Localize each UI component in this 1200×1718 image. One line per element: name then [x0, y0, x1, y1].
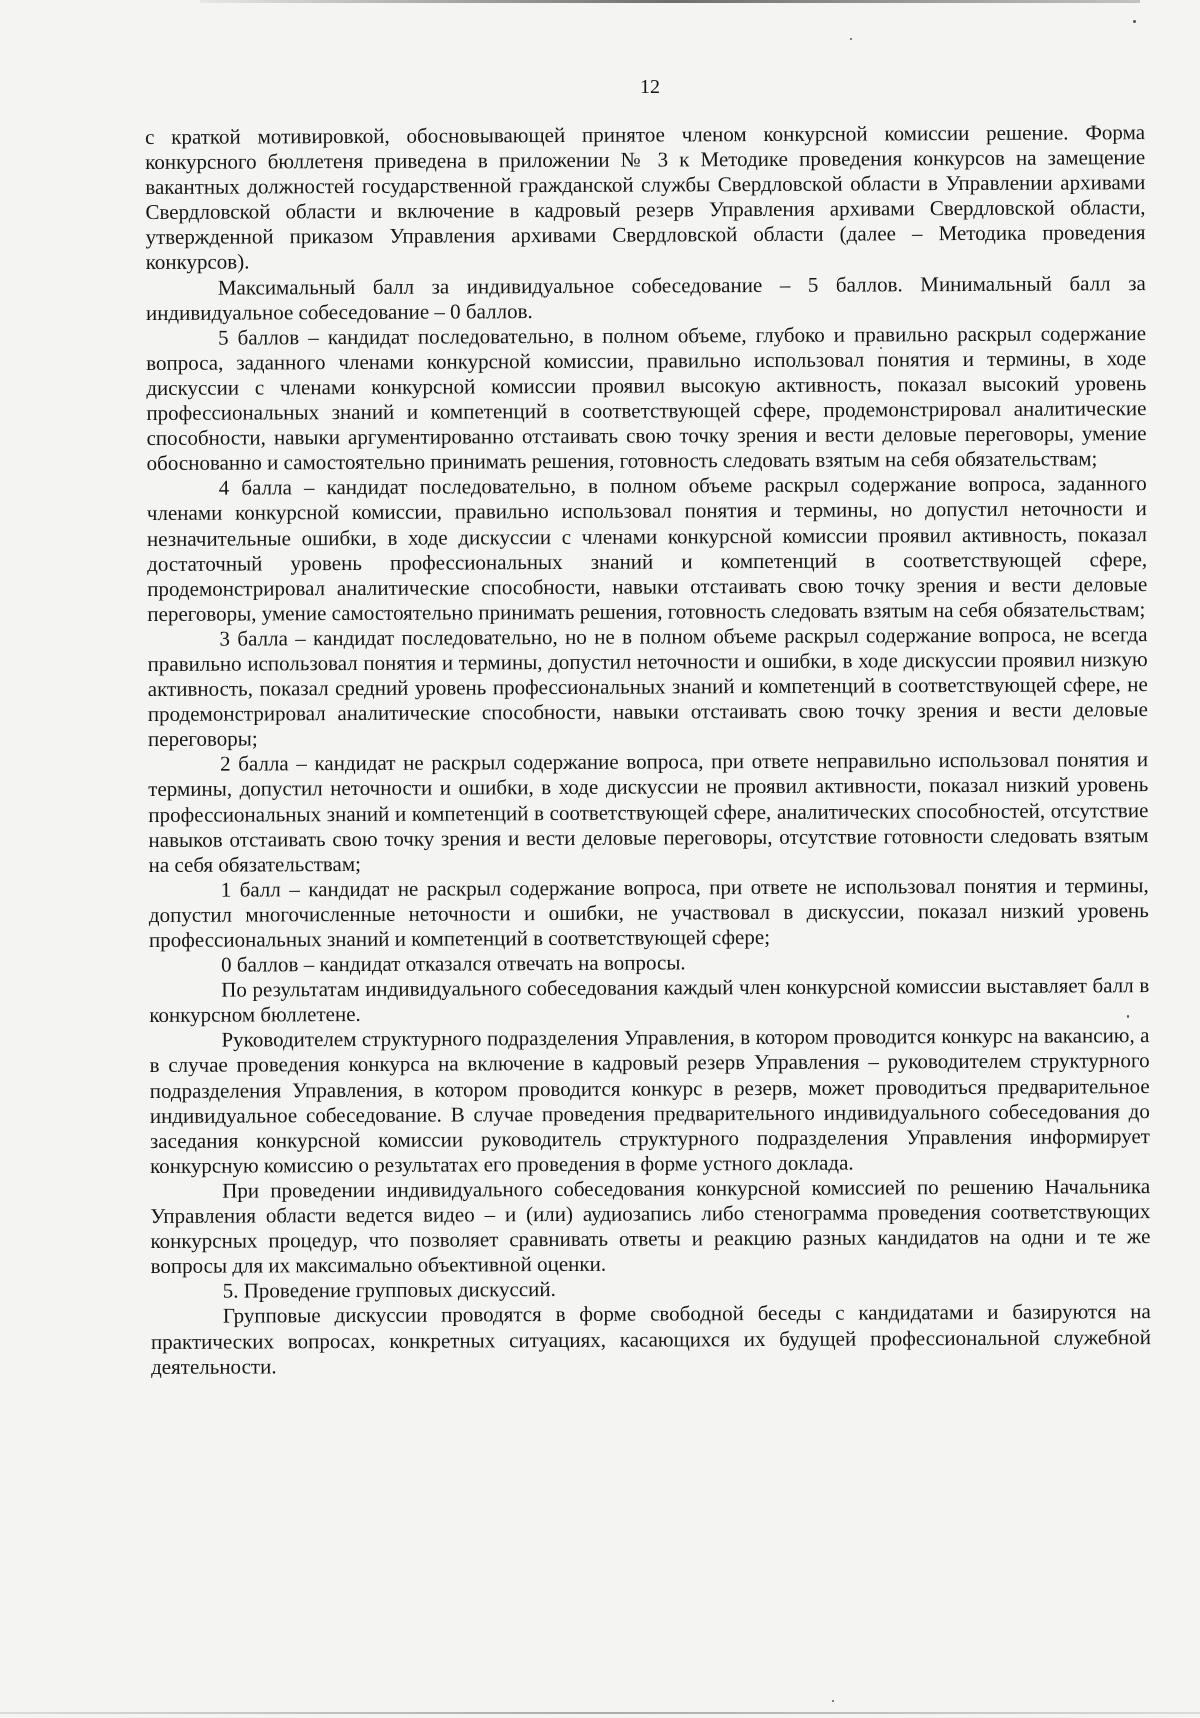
paragraph: При проведении индивидуального собеседования конкурсной комиссией по решению Начальника Управления области ведется видео – и (или) аудиозапись либо стенограмма проведения соответствующих конкурсных процедур, что позволяет сравнивать ответы и реакцию разных кандидатов на одни и те же вопросы для их максимально объективной оценки.	[150, 1174, 1151, 1279]
scan-speck	[832, 1700, 834, 1702]
paragraph: Руководителем структурного подразделения Управления, в котором проводится конкурс на вакансию, а в случае проведения конкурса на включение в кадровый резерв Управления – руководителем структурного подразделения Управления, в котором проводится конкурс в резерв, может проводиться предварительное индивидуальное собеседование. В случае проведения предварительного индивидуального собеседования до заседания конкурсной комиссии руководитель структурного подразделения Управления информирует конкурсную комиссию о результатах его проведения в форме устного доклада.	[149, 1023, 1151, 1178]
scan-edge-bottom	[0, 1712, 1200, 1714]
paragraph: Максимальный балл за индивидуальное собеседование – 5 баллов. Минимальный балл за индивидуальное собеседование – 0 баллов.	[145, 270, 1146, 325]
paragraph: 1 балл – кандидат не раскрыл содержание вопроса, при ответе не использовал понятия и термины, допустил многочисленные неточности и ошибки, не участвовал в дискуссии, показал низкий уровень профессиональных знаний и компетенций в соответствующей сфере;	[148, 872, 1149, 952]
paragraph: с краткой мотивировкой, обосновывающей принятое членом конкурсной комиссии решение. Форма конкурсного бюллетеня приведена в приложении № 3 к Методике проведения конкурсов на замещение вакантных должностей государственной гражданской службы Свердловской области в Управлении архивами Свердловской области и включение в кадровый резерв Управления архивами Свердловской области, утвержденной приказом Управления архивами Свердловской области (далее – Методика проведения конкурсов).	[145, 120, 1146, 275]
scan-speck	[1133, 20, 1136, 23]
paragraph: 5 баллов – кандидат последовательно, в полном объеме, глубоко и правильно раскрыл содержание вопроса, заданного членами конкурсной комиссии, правильно использовал понятия и термины, в ходе дискуссии с членами конкурсной комиссии проявил высокую активность, показал высокий уровень профессиональных знаний и компетенций в соответствующей сфере, продемонстрировал аналитические способности, навыки аргументированно отстаивать свою точку зрения и вести деловые переговоры, умение обоснованно и самостоятельно принимать решения, готовность следовать взятым на себя обязательствам;	[146, 320, 1147, 476]
scan-speck	[850, 38, 852, 40]
paragraph: 4 балла – кандидат последовательно, в полном объеме раскрыл содержание вопроса, заданного членами конкурсной комиссии, правильно использовал понятия и термины, но допустил неточности и незначительные ошибки, в ходе дискуссии с членами конкурсной комиссии проявил активность, показал достаточный уровень профессиональных знаний и компетенций в соответствующей сфере, продемонстрировал аналитические способности, навыки отстаивать свою точку зрения и вести деловые переговоры, умение самостоятельно принимать решения, готовность следовать взятым на себя обязательствам;	[146, 471, 1148, 626]
scan-edge-top	[200, 0, 1140, 3]
paragraph: 2 балла – кандидат не раскрыл содержание вопроса, при ответе неправильно использовал понятия и термины, допустил неточности и ошибки, в ходе дискуссии не проявил активности, показал низкий уровень профессиональных знаний и компетенций в соответствующей сфере, аналитических способностей, отсутствие навыков отстаивать свою точку зрения и вести деловые переговоры, отсутствие готовности следовать взятым на себя обязательствам;	[148, 747, 1149, 877]
page-number: 12	[640, 76, 660, 98]
paragraph: По результатам индивидуального собеседования каждый член конкурсной комиссии выставляет балл в конкурсном бюллетене.	[149, 973, 1150, 1028]
paragraph: 3 балла – кандидат последовательно, но не в полном объеме раскрыл содержание вопроса, не всегда правильно использовал понятия и термины, допустил неточности и ошибки, в ходе дискуссии проявил низкую активность, показал средний уровень профессиональных знаний и компетенций в соответствующей сфере, не продемонстрировал аналитические способности, навыки отстаивать свою точку зрения и вести деловые переговоры;	[147, 621, 1148, 752]
section-heading: 5. Проведение групповых дискуссий.	[222, 1277, 556, 1303]
paragraph: Групповые дискуссии проводятся в форме свободной беседы с кандидатами и базируются на практических вопросах, конкретных ситуациях, касающихся их будущей профессиональной служебной деятельности.	[150, 1299, 1151, 1379]
document-body	[145, 120, 1151, 1380]
paragraph: 0 баллов – кандидат отказался отвечать на вопросы.	[221, 950, 686, 977]
